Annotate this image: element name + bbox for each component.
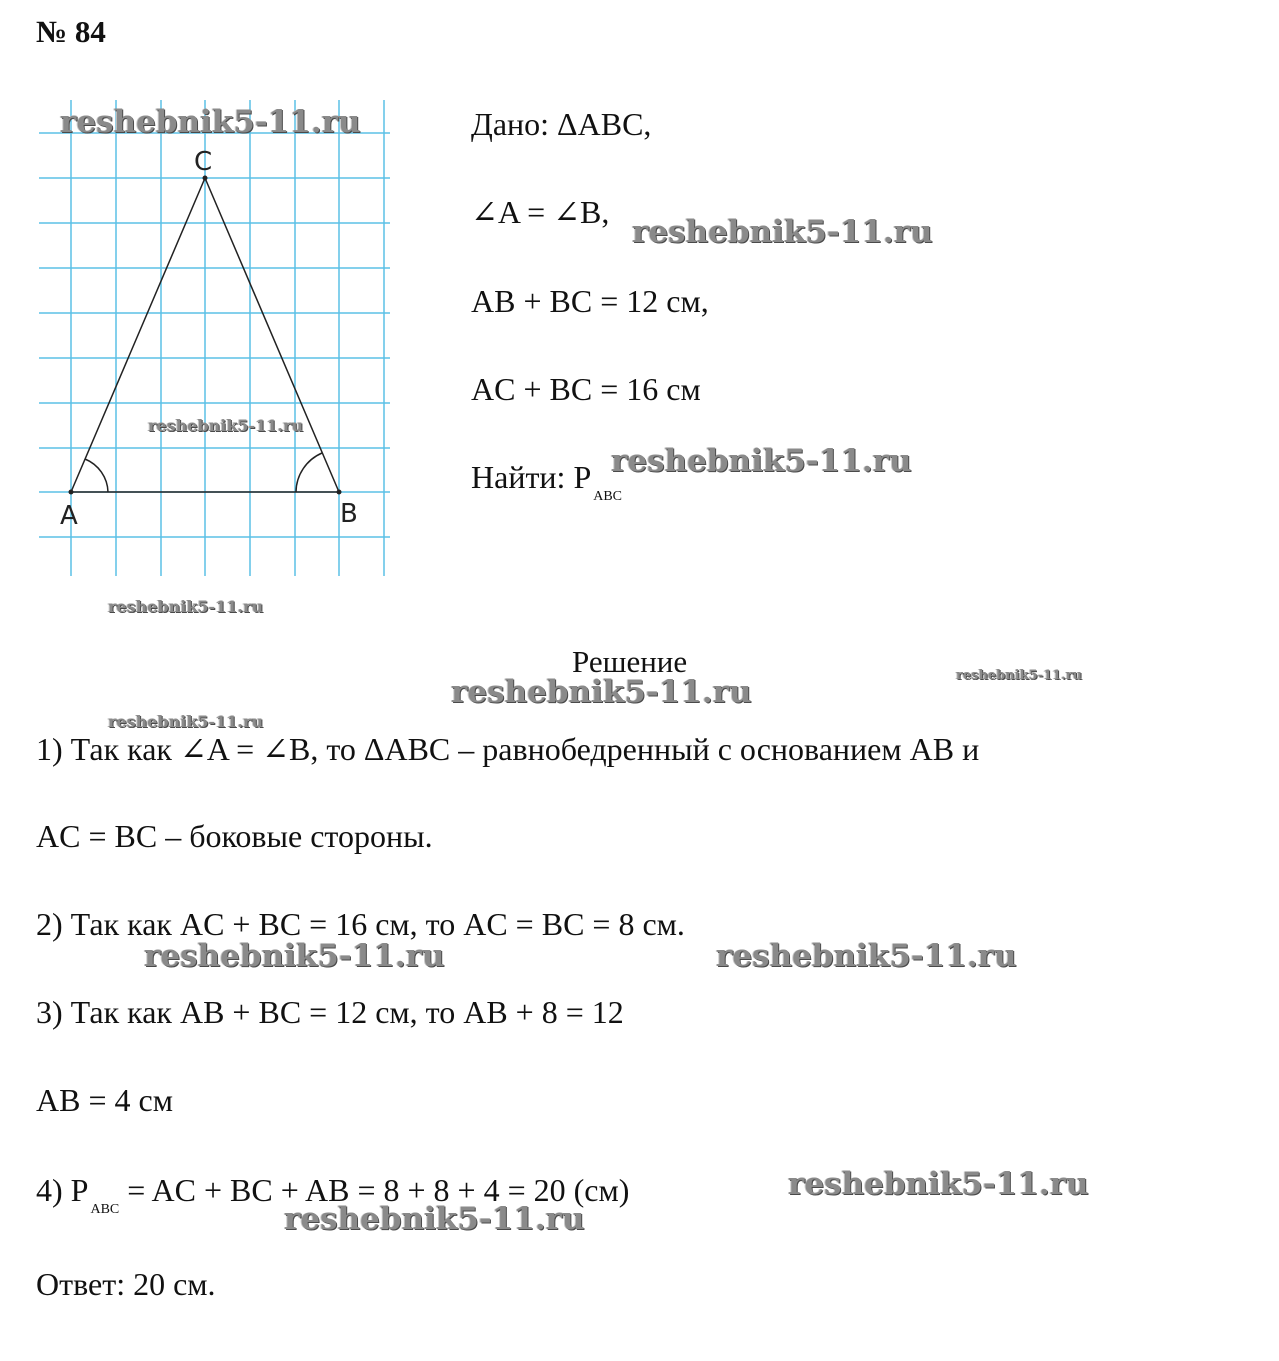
watermark: reshebnik5-11.ru (144, 938, 445, 974)
watermark: reshebnik5-11.ru (716, 938, 1017, 974)
angle-b-arc (296, 453, 322, 492)
step-4-equation: = AC + BC + AB = 8 + 8 + 4 = 20 (см) (119, 1172, 630, 1208)
problem-number: № 84 (36, 14, 106, 49)
given-sum-ab-bc: AB + BC = 12 см, (471, 283, 709, 319)
step-3: 3) Так как AB + BC = 12 см, то AB + 8 = 12 (36, 994, 624, 1030)
given-angles: ∠A = ∠B, (471, 194, 610, 230)
step-2: 2) Так как AC + BC = 16 см, то AC = BC = 8 см. (36, 906, 685, 942)
vertex-a-dot (69, 490, 74, 495)
given-sum-ac-bc: AC + BC = 16 см (471, 371, 701, 407)
step-3-result: AB = 4 см (36, 1082, 173, 1118)
watermark: reshebnik5-11.ru (108, 597, 264, 616)
watermark: reshebnik5-11.ru (451, 674, 752, 710)
find-perimeter (471, 459, 623, 504)
watermark: reshebnik5-11.ru (108, 712, 264, 731)
find-label: Найти: P (471, 459, 592, 495)
vertex-label-b: B (340, 499, 358, 529)
side-bc (205, 178, 339, 492)
answer: Ответ: 20 см. (36, 1266, 216, 1302)
vertex-label-a: A (60, 501, 78, 531)
find-subscript: ABC (593, 489, 623, 504)
vertex-label-c: C (194, 147, 213, 177)
watermark: reshebnik5-11.ru (148, 416, 304, 435)
watermark: reshebnik5-11.ru (632, 214, 933, 250)
step-1-line-2: AC = BC – боковые стороны. (36, 818, 433, 854)
given-triangle: Дано: ΔABC, (471, 106, 652, 142)
watermark: reshebnik5-11.ru (60, 104, 361, 140)
step-1-line-1: 1) Так как ∠A = ∠B, то ΔABC – равнобедренный с основанием AB и (36, 731, 980, 767)
solution-heading: Решение (572, 644, 688, 679)
side-ac (71, 178, 205, 492)
grid-paper (39, 100, 390, 576)
watermark: reshebnik5-11.ru (956, 668, 1083, 683)
step-4-subscript: ABC (90, 1202, 120, 1217)
watermark: reshebnik5-11.ru (284, 1201, 585, 1237)
vertex-b-dot (337, 490, 342, 495)
watermark: reshebnik5-11.ru (788, 1166, 1089, 1202)
step-4-prefix: 4) P (36, 1172, 89, 1208)
watermark: reshebnik5-11.ru (611, 443, 912, 479)
triangle (60, 147, 358, 531)
angle-a-arc (85, 459, 108, 492)
